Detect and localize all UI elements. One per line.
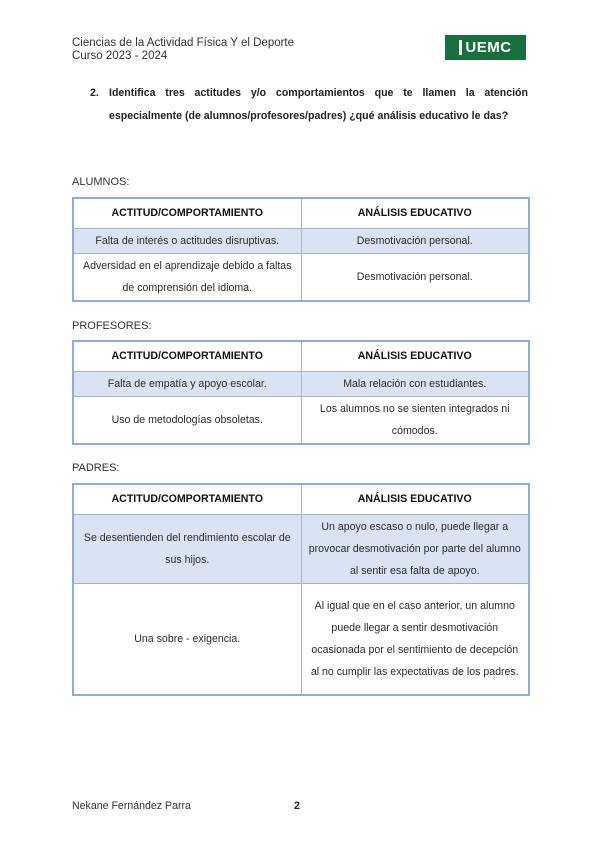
table-padres <box>72 483 530 696</box>
analysis-cell: Un apoyo escaso o nulo, puede llegar a provocar desmotivación por parte del alumno al sentir esa falta de apoyo. <box>301 514 529 583</box>
table-header-row <box>73 484 529 514</box>
question-number: 2. <box>90 87 99 99</box>
header-course-year: Curso 2023 - 2024 <box>72 50 168 62</box>
attitude-cell: Una sobre - exigencia. <box>73 583 301 695</box>
footer-author: Nekane Fernández Parra <box>72 800 191 812</box>
table-header-row <box>73 198 529 228</box>
section-label-profesores: PROFESORES: <box>72 320 152 332</box>
attitude-cell: Adversidad en el aprendizaje debido a faltas de comprensión del idioma. <box>73 253 301 301</box>
uemc-logo <box>445 35 526 60</box>
analysis-cell: Desmotivación personal. <box>301 253 529 301</box>
column-header-analysis: ANÁLISIS EDUCATIVO <box>301 198 529 228</box>
page-number: 2 <box>294 800 300 812</box>
logo-text: UEMC <box>459 40 511 55</box>
header-course-title: Ciencias de la Actividad Física Y el Deporte <box>72 37 295 49</box>
column-header-attitude: ACTITUD/COMPORTAMIENTO <box>73 484 301 514</box>
table-profesores <box>72 340 530 445</box>
analysis-cell: Desmotivación personal. <box>301 228 529 253</box>
table-row <box>73 228 529 253</box>
column-header-analysis: ANÁLISIS EDUCATIVO <box>301 341 529 371</box>
question-text: Identifica tres actitudes y/o comportamientos que te llamen la atención especialmente (de alumnos/profesores/padres) ¿qué análisis educativo le das? <box>109 87 528 122</box>
analysis-cell: Al igual que en el caso anterior, un alumno puede llegar a sentir desmotivación ocasionada por el sentimiento de decepción al no cumplir las expectativas de los padres. <box>301 583 529 695</box>
column-header-attitude: ACTITUD/COMPORTAMIENTO <box>73 341 301 371</box>
section-label-alumnos: ALUMNOS: <box>72 176 130 188</box>
attitude-cell: Se desentienden del rendimiento escolar de sus hijos. <box>73 514 301 583</box>
column-header-analysis: ANÁLISIS EDUCATIVO <box>301 484 529 514</box>
table-row <box>73 396 529 444</box>
column-header-attitude: ACTITUD/COMPORTAMIENTO <box>73 198 301 228</box>
table-row <box>73 253 529 301</box>
question-block <box>90 82 528 127</box>
section-label-padres: PADRES: <box>72 462 120 474</box>
table-row <box>73 583 529 695</box>
table-row <box>73 514 529 583</box>
document-header <box>72 37 294 63</box>
table-header-row <box>73 341 529 371</box>
attitude-cell: Falta de empatía y apoyo escolar. <box>73 371 301 396</box>
analysis-cell: Los alumnos no se sienten integrados ni cómodos. <box>301 396 529 444</box>
attitude-cell: Falta de interés o actitudes disruptivas. <box>73 228 301 253</box>
attitude-cell: Uso de metodologías obsoletas. <box>73 396 301 444</box>
table-alumnos <box>72 197 530 302</box>
table-row <box>73 371 529 396</box>
analysis-cell: Mala relación con estudiantes. <box>301 371 529 396</box>
